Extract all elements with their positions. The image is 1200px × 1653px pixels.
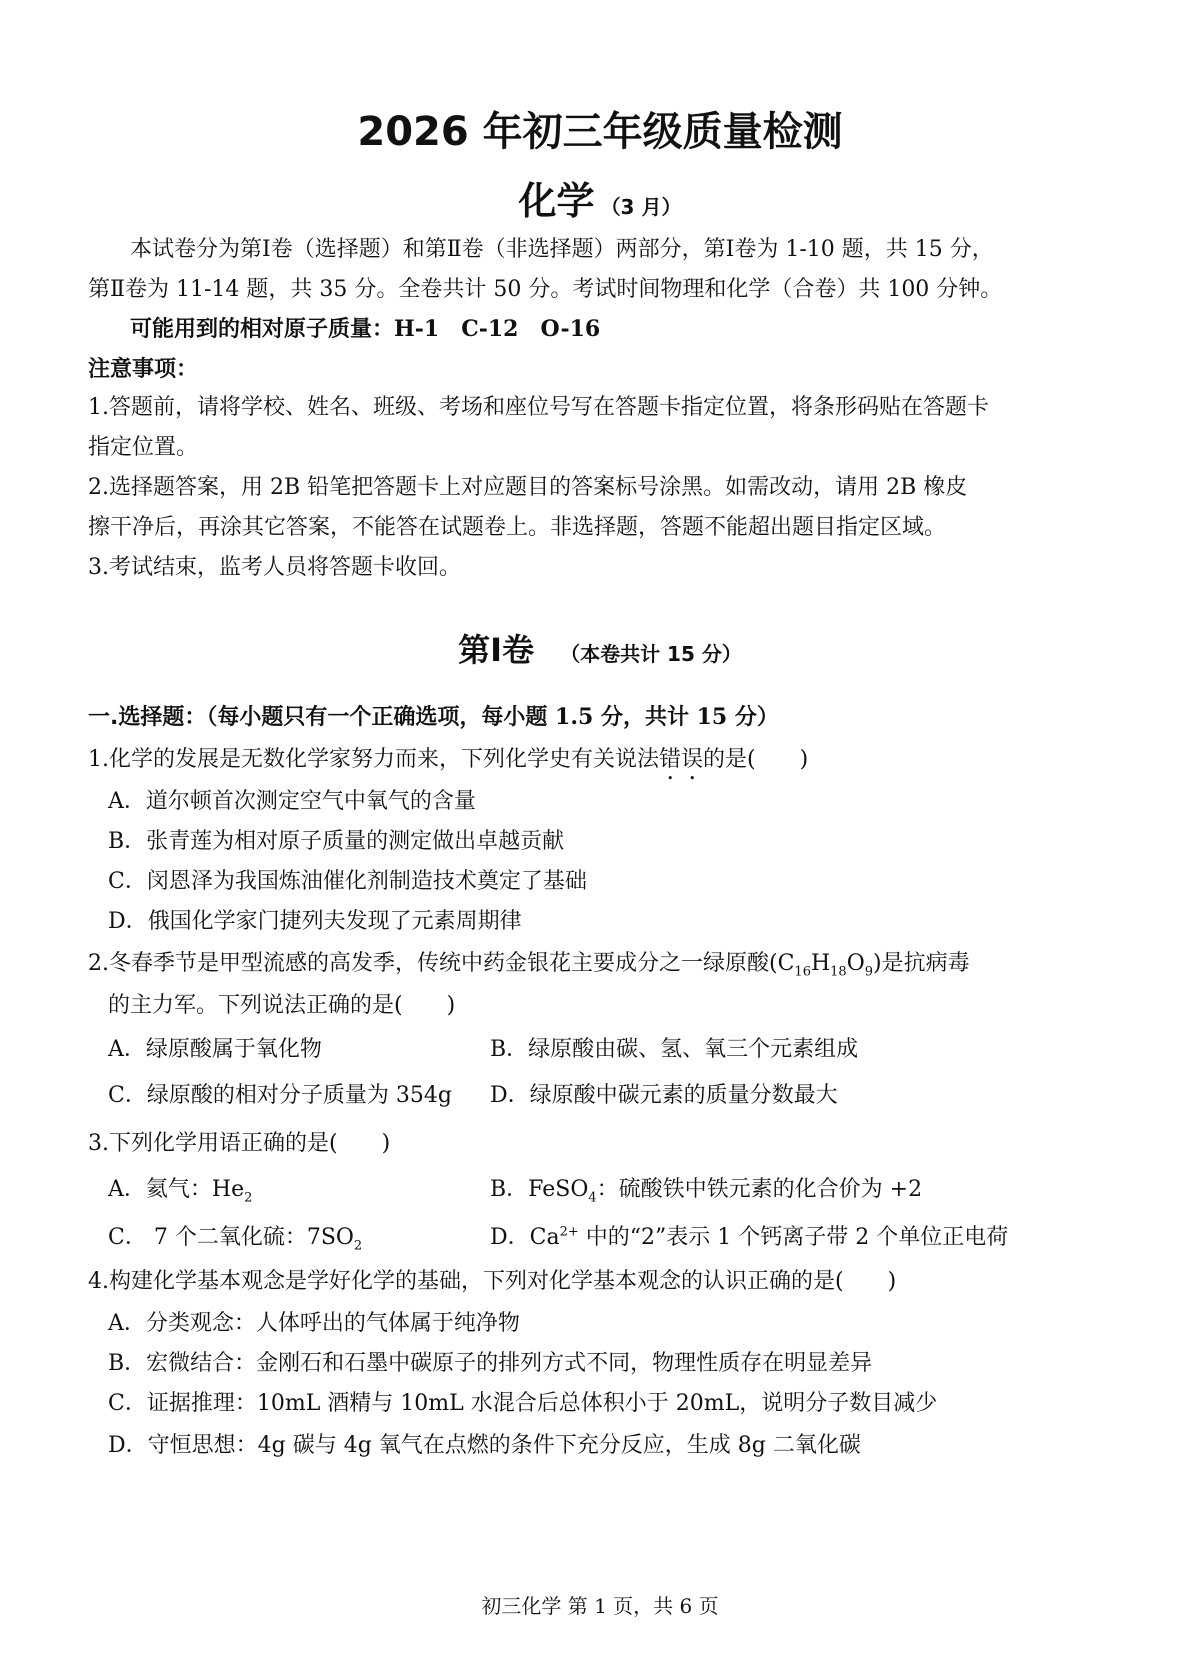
q4-option-c: C．证据推理：10mL 酒精与 10mL 水混合后总体积小于 20mL，说明分子数目减少 xyxy=(108,1391,938,1416)
q3-option-c xyxy=(108,1220,362,1253)
q1-option-d: D．俄国化学家门捷列夫发现了元素周期律 xyxy=(108,909,522,934)
q3-option-c-text: C． 7 个二氧化硫：7SO xyxy=(108,1225,354,1250)
section-score-note: （本卷共计 15 分） xyxy=(560,642,742,666)
q2-stem-line-2: 的主力军。下列说法正确的是( ) xyxy=(108,993,456,1018)
q3-option-b-text: ：硫酸铁中铁元素的化合价为 +2 xyxy=(596,1177,923,1202)
q2-formula-sub-3: 9 xyxy=(864,964,874,980)
q3-option-d-text: 中的“2”表示 1 个钙离子带 2 个单位正电荷 xyxy=(578,1225,1009,1250)
q3-stem: 3.下列化学用语正确的是( ) xyxy=(88,1131,391,1156)
part-heading-row xyxy=(88,700,779,731)
q4-option-a: A．分类观念：人体呼出的气体属于纯净物 xyxy=(108,1311,520,1336)
q2-option-b: B．绿原酸由碳、氢、氧三个元素组成 xyxy=(490,1037,859,1062)
q2-option-d: D．绿原酸中碳元素的质量分数最大 xyxy=(490,1083,838,1108)
q2-stem-b: )是抗病毒 xyxy=(873,951,970,976)
q3-option-a xyxy=(108,1172,252,1205)
q4-option-b: B．宏微结合：金刚石和石墨中碳原子的排列方式不同，物理性质存在明显差异 xyxy=(108,1351,873,1376)
q3-option-a-text: A．氦气：He xyxy=(108,1177,245,1202)
intro-line-1: 本试卷分为第Ⅰ卷（选择题）和第Ⅱ卷（非选择题）两部分，第Ⅰ卷为 1-10 题，共 15 分， xyxy=(130,237,994,262)
q2-stem-a: 2.冬春季节是甲型流感的高发季，传统中药金银花主要成分之一绿原酸(C xyxy=(88,951,795,976)
q2-formula-sub-1: 16 xyxy=(794,964,811,980)
exam-month: （3 月） xyxy=(600,195,682,219)
note-3: 3.考试结束，监考人员将答题卡收回。 xyxy=(88,555,461,580)
q3-option-c-sub: 2 xyxy=(353,1238,363,1254)
intro-line-2: 第Ⅱ卷为 11-14 题，共 35 分。全卷共计 50 分。考试时间物理和化学（合卷）共 100 分钟。 xyxy=(88,277,1003,302)
q1-option-a: A．道尔顿首次测定空气中氧气的含量 xyxy=(108,789,476,814)
part-note: （每小题只有一个正确选项，每小题 1.5 分，共计 15 分） xyxy=(206,704,779,730)
q1-stem-b: 的是( ) xyxy=(703,747,809,772)
q3-option-b-formula: B．FeSO xyxy=(490,1177,589,1202)
note-1b: 指定位置。 xyxy=(88,435,199,460)
q1-option-b: B．张青莲为相对原子质量的测定做出卓越贡献 xyxy=(108,829,565,854)
part-heading: 一.选择题： xyxy=(88,705,207,730)
q1-stem xyxy=(88,742,808,785)
q1-stem-emphasis: 错误 xyxy=(659,747,704,772)
q3-option-a-sub: 2 xyxy=(244,1190,253,1206)
q2-stem-line-1 xyxy=(88,946,970,979)
note-2b: 擦干净后，再涂其它答案，不能答在试题卷上。非选择题，答题不能超出题目指定区域。 xyxy=(88,515,947,540)
q3-option-b xyxy=(490,1172,922,1205)
q1-stem-a: 1.化学的发展是无数化学家努力而来，下列化学史有关说法 xyxy=(88,747,659,772)
page-footer: 初三化学 第 1 页，共 6 页 xyxy=(481,1594,719,1618)
q2-option-a: A．绿原酸属于氧化物 xyxy=(108,1037,322,1062)
subject-name: 化学 xyxy=(518,179,595,223)
q1-option-c: C．闵恩泽为我国炼油催化剂制造技术奠定了基础 xyxy=(108,869,587,894)
section-name: 第Ⅰ卷 xyxy=(458,631,535,669)
q3-option-d-formula: D．Ca xyxy=(490,1225,560,1250)
q2-formula-sub-2: 18 xyxy=(830,964,847,980)
note-2a: 2.选择题答案，用 2B 铅笔把答题卡上对应题目的答案标号涂黑。如需改动，请用 2B 橡皮 xyxy=(88,475,968,500)
q3-option-d xyxy=(490,1220,1008,1251)
q4-stem: 4.构建化学基本观念是学好化学的基础，下列对化学基本观念的认识正确的是( ) xyxy=(88,1269,897,1294)
q4-option-d: D．守恒思想：4g 碳与 4g 氧气在点燃的条件下充分反应，生成 8g 二氧化碳 xyxy=(108,1433,861,1458)
notes-heading: 注意事项： xyxy=(88,356,199,382)
q3-option-d-sup: 2+ xyxy=(559,1224,579,1240)
section-title xyxy=(0,625,1200,671)
note-1a: 1.答题前，请将学校、姓名、班级、考场和座位号写在答题卡指定位置，将条形码贴在答题卡 xyxy=(88,395,989,420)
atomic-masses: 可能用到的相对原子质量：H-1 C-12 O-16 xyxy=(130,316,601,342)
q3-option-b-sub: 4 xyxy=(588,1190,597,1206)
q2-formula-o: O xyxy=(846,951,865,976)
subject-heading xyxy=(0,170,1200,225)
q2-option-c: C．绿原酸的相对分子质量为 354g xyxy=(108,1083,452,1108)
q2-formula-h: H xyxy=(810,951,831,976)
exam-title: 2026 年初三年级质量检测 xyxy=(357,109,843,155)
